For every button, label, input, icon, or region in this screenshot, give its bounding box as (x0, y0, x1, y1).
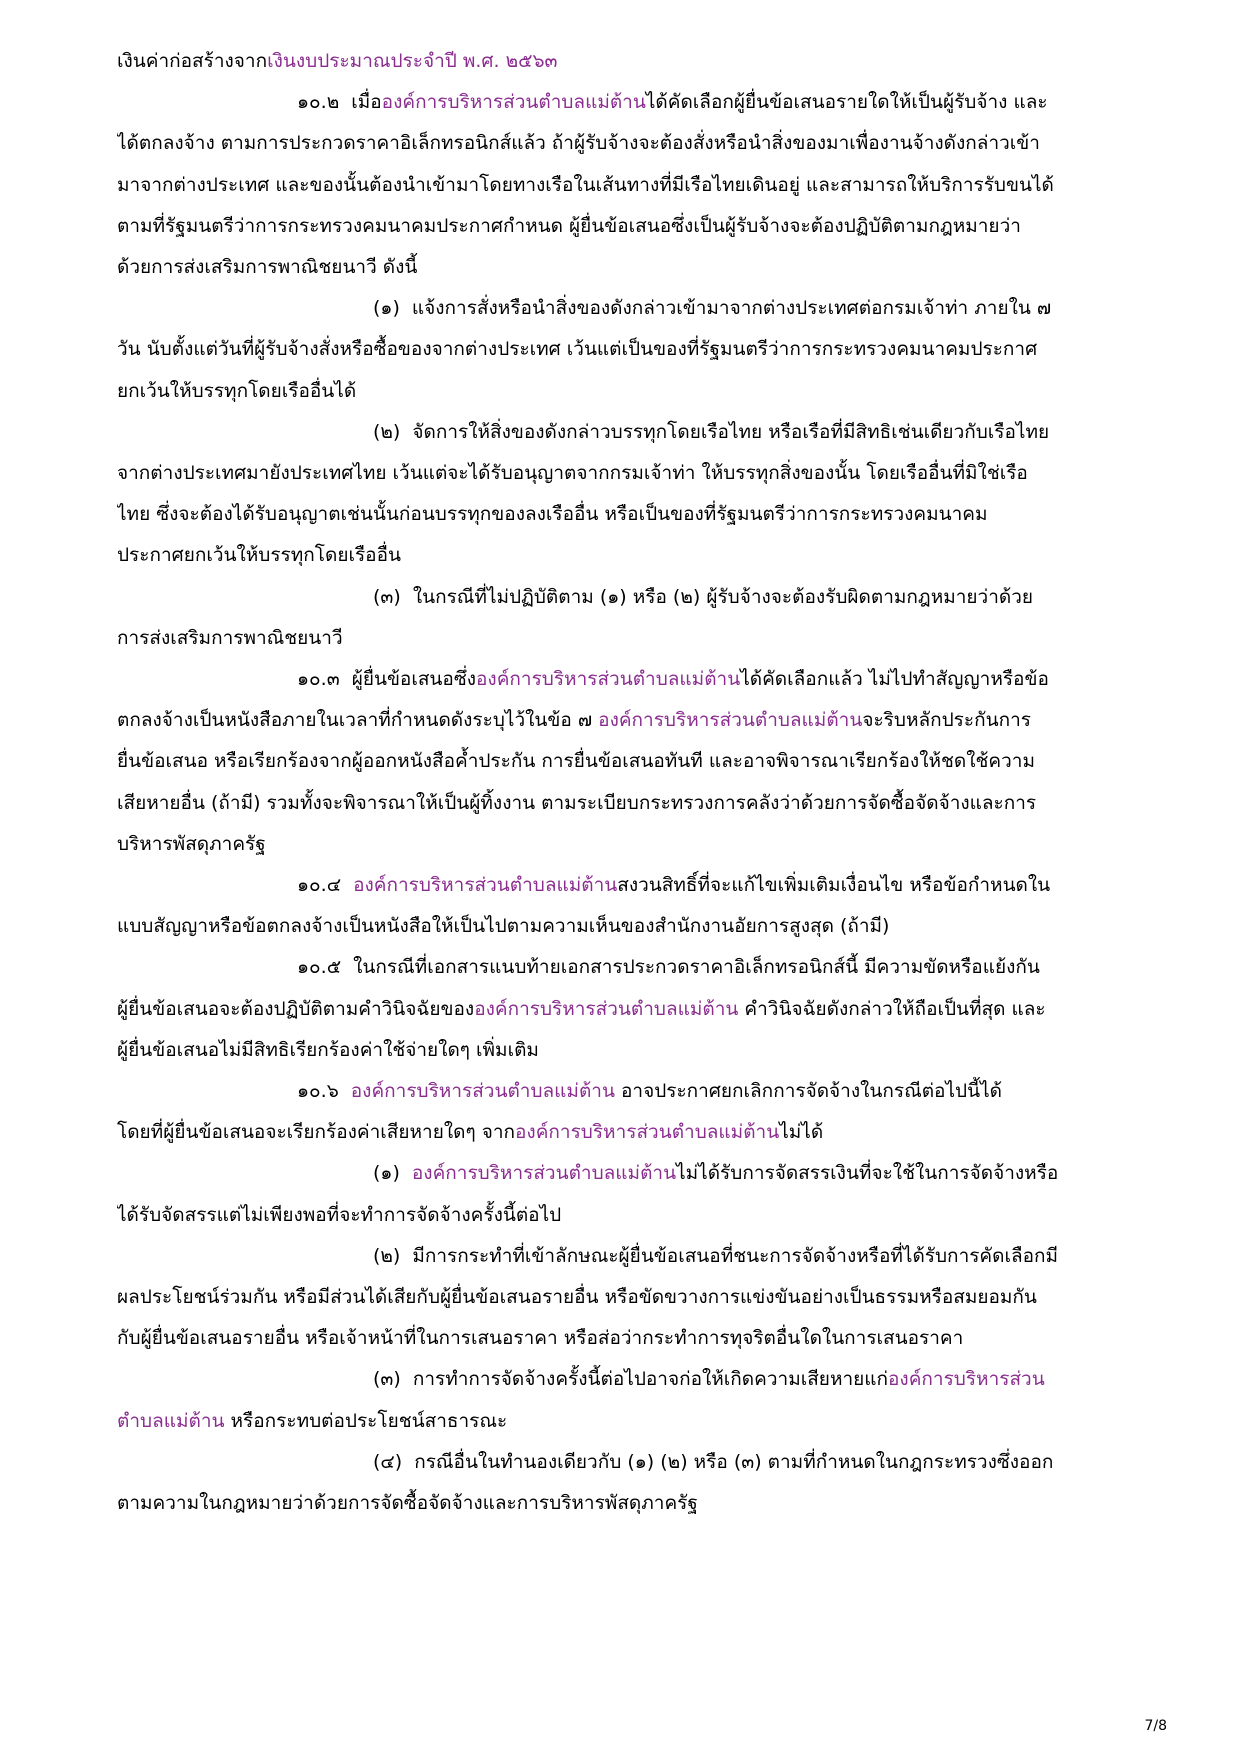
org-name-highlight: องค์การบริหารส่วนตำบลแม่ต้าน (353, 874, 618, 896)
text-line (117, 368, 1129, 414)
org-name-highlight: องค์การบริหารส่วนตำบลแม่ต้าน (381, 91, 646, 114)
text-segment: ได้คัดเลือกผู้ยื่นข้อเสนอรายใดให้เป็นผู้รับจ้าง และ (645, 91, 1048, 114)
text-line (117, 450, 1129, 496)
text-line (117, 903, 1129, 949)
clause-number: (๑) (373, 1162, 400, 1185)
text-segment: จัดการให้สิ่งของดังกล่าวบรรทุกโดยเรือไทย หรือเรือที่มีสิทธิเช่นเดียวกับเรือไทย (412, 420, 1050, 443)
clause-number: (๔) (373, 1450, 403, 1473)
text-line (117, 1192, 1129, 1238)
text-line (117, 120, 1129, 166)
text-segment: การทำการจัดจ้างครั้งนี้ต่อไปอาจก่อให้เกิดความเสียหายแก่ (412, 1368, 889, 1391)
clause-number: (๓) (373, 585, 401, 608)
org-name-highlight: องค์การบริหารส่วนตำบลแม่ต้าน (598, 709, 863, 732)
text-line (117, 821, 1129, 867)
text-line (117, 1439, 1239, 1485)
org-name-highlight: องค์การบริหารส่วนตำบลแม่ต้าน (350, 1080, 615, 1102)
org-name-highlight: องค์การบริหารส่วนตำบลแม่ต้าน (474, 997, 739, 1020)
text-line (117, 162, 1129, 208)
text-line (117, 862, 1239, 908)
text-line (117, 285, 1239, 331)
text-segment: ได้ตกลงจ้าง ตามการประกวดราคาอิเล็กทรอนิกส์แล้ว ถ้าผู้รับจ้างจะต้องสั่งหรือนำสิ่งของมาเพื่องานจ้างดังกล่าวเข้า (117, 132, 1040, 155)
org-name-highlight: องค์การบริหารส่วนตำบลแม่ต้าน (515, 1121, 780, 1144)
org-name-highlight: องค์การบริหารส่วน (888, 1368, 1045, 1391)
text-segment: ประกาศยกเว้นให้บรรทุกโดยเรืออื่น (117, 544, 401, 567)
clause-number: (๓) (373, 1368, 401, 1391)
text-segment: ผู้ยื่นข้อเสนอซึ่ง (351, 668, 477, 690)
text-segment: ตามที่รัฐมนตรีว่าการกระทรวงคมนาคมประกาศกำหนด ผู้ยื่นข้อเสนอซึ่งเป็นผู้รับจ้างจะต้องปฏิบัติตามกฎหมายว่า (117, 214, 1021, 237)
org-name-highlight: ตำบลแม่ต้าน (117, 1409, 225, 1432)
text-line (117, 1068, 1239, 1114)
text-line (117, 1027, 1129, 1073)
text-line (117, 656, 1239, 702)
clause-number: ๑๐.๕ (297, 956, 342, 979)
text-line (117, 1274, 1129, 1320)
text-segment: ได้คัดเลือกแล้ว ไม่ไปทำสัญญาหรือข้อ (740, 668, 1049, 690)
clause-number: ๑๐.๖ (297, 1080, 339, 1102)
text-segment: ยกเว้นให้บรรทุกโดยเรืออื่นได้ (117, 379, 357, 402)
text-segment: คำวินิจฉัยดังกล่าวให้ถือเป็นที่สุด และ (738, 997, 1046, 1020)
text-line (117, 244, 1129, 290)
text-segment: อาจประกาศยกเลิกการจัดจ้างในกรณีต่อไปนี้ได้ (614, 1080, 1002, 1102)
text-segment: ในกรณีที่ไม่ปฏิบัติตาม (๑) หรือ (๒) ผู้รับจ้างจะต้องรับผิดตามกฎหมายว่าด้วย (412, 585, 1034, 608)
text-segment: ไม่ได้ (779, 1121, 824, 1144)
text-segment: โดยที่ผู้ยื่นข้อเสนอจะเรียกร้องค่าเสียหายใดๆ จาก (117, 1121, 516, 1144)
text-line (117, 574, 1239, 620)
text-segment: มาจากต่างประเทศ และของนั้นต้องนำเข้ามาโดยทางเรือในเส้นทางที่มีเรือไทยเดินอยู่ และสามารถให้บริการรับขนได้ (117, 173, 1054, 196)
text-line (117, 1150, 1239, 1196)
clause-number: ๑๐.๔ (297, 874, 342, 896)
text-line (117, 79, 1239, 125)
text-line (117, 1109, 1129, 1155)
text-line (117, 491, 1129, 537)
text-line (117, 615, 1129, 661)
text-line (117, 203, 1129, 249)
text-line (117, 38, 1129, 84)
text-segment: แบบสัญญาหรือข้อตกลงจ้างเป็นหนังสือให้เป็นไปตามความเห็นของสำนักงานอัยการสูงสุด (ถ้ามี) (117, 915, 890, 938)
page-number: 7/8 (1144, 1718, 1167, 1734)
text-line (117, 944, 1239, 990)
clause-number: (๑) (373, 297, 400, 320)
text-segment: ไทย ซึ่งจะต้องได้รับอนุญาตเช่นนั้นก่อนบรรทุกของลงเรืออื่น หรือเป็นของที่รัฐมนตรีว่าการกระทรวงคมนาคม (117, 503, 988, 526)
text-line (117, 326, 1129, 372)
text-segment: ผู้ยื่นข้อเสนอจะต้องปฏิบัติตามคำวินิจฉัยของ (117, 997, 475, 1020)
text-segment: ได้รับจัดสรรแต่ไม่เพียงพอที่จะทำการจัดจ้างครั้งนี้ต่อไป (117, 1203, 562, 1226)
text-line (117, 986, 1129, 1032)
text-segment: หรือกระทบต่อประโยชน์สาธารณะ (224, 1409, 508, 1432)
clause-number: (๒) (373, 420, 401, 443)
clause-number: (๒) (373, 1244, 401, 1267)
text-line (117, 532, 1129, 578)
text-segment: วัน นับตั้งแต่วันที่ผู้รับจ้างสั่งหรือซื้อของจากต่างประเทศ เว้นแต่เป็นของที่รัฐมนตรีว่าการกระทรวงคมนาคมประกาศ (117, 338, 1038, 361)
text-line (117, 1233, 1239, 1279)
text-segment: สงวนสิทธิ์ที่จะแก้ไขเพิ่มเติมเงื่อนไข หรือข้อกำหนดใน (617, 874, 1051, 896)
text-line (117, 409, 1239, 455)
text-segment: มีการกระทำที่เข้าลักษณะผู้ยื่นข้อเสนอที่ชนะการจัดจ้างหรือที่ได้รับการคัดเลือกมี (412, 1244, 1059, 1267)
text-line (117, 1398, 1129, 1444)
text-segment: เมื่อ (351, 91, 382, 114)
text-segment: ยื่นข้อเสนอ หรือเรียกร้องจากผู้ออกหนังสือค้ำประกัน การยื่นข้อเสนอทันที และอาจพิจารณาเรียกร้องให้ชดใช้ความ (117, 750, 1035, 773)
org-name-highlight: เงินงบประมาณประจำปี พ.ศ. ๒๕๖๓ (267, 50, 558, 72)
text-segment: แจ้งการสั่งหรือนำสิ่งของดังกล่าวเข้ามาจากต่างประเทศต่อกรมเจ้าท่า ภายใน ๗ (411, 297, 1052, 320)
text-segment: กรณีอื่นในทำนองเดียวกับ (๑) (๒) หรือ (๓) ตามที่กำหนดในกฎกระทรวงซึ่งออก (414, 1450, 1054, 1473)
org-name-highlight: องค์การบริหารส่วนตำบลแม่ต้าน (476, 668, 741, 690)
text-line (117, 738, 1129, 784)
text-segment: เงินค่าก่อสร้างจาก (117, 50, 268, 72)
clause-number: ๑๐.๒ (297, 91, 340, 114)
text-segment: จากต่างประเทศมายังประเทศไทย เว้นแต่จะได้รับอนุญาตจากกรมเจ้าท่า ให้บรรทุกสิ่งของนั้น โดยเรืออื่นที่มิใช่เรือ (117, 462, 1028, 484)
text-segment: ตกลงจ้างเป็นหนังสือภายในเวลาที่กำหนดดังระบุไว้ในข้อ ๗ (117, 709, 599, 732)
text-line (117, 1356, 1239, 1402)
text-segment: กับผู้ยื่นข้อเสนอรายอื่น หรือเจ้าหน้าที่ในการเสนอราคา หรือส่อว่ากระทำการทุจริตอื่นใดในการเสนอราคา (117, 1327, 964, 1350)
text-segment: ในกรณีที่เอกสารแนบท้ายเอกสารประกวดราคาอิเล็กทรอนิกส์นี้ มีความขัดหรือแย้งกัน (353, 956, 1040, 979)
text-segment: ไม่ได้รับการจัดสรรเงินที่จะใช้ในการจัดจ้างหรือ (676, 1162, 1059, 1185)
text-line (117, 1480, 1129, 1526)
text-segment: บริหารพัสดุภาครัฐ (117, 832, 266, 855)
text-segment: เสียหายอื่น (ถ้ามี) รวมทั้งจะพิจารณาให้เป็นผู้ทิ้งงาน ตามระเบียบกระทรวงการคลังว่าด้วยการจัดซื้อจัดจ้างและการ (117, 791, 1037, 814)
clause-number: ๑๐.๓ (297, 668, 340, 690)
text-segment: จะริบหลักประกันการ (862, 709, 1031, 732)
text-segment: ด้วยการส่งเสริมการพาณิชยนาวี ดังนี้ (117, 256, 418, 278)
text-segment: การส่งเสริมการพาณิชยนาวี (117, 626, 343, 649)
text-segment: ตามความในกฎหมายว่าด้วยการจัดซื้อจัดจ้างและการบริหารพัสดุภาครัฐ (117, 1492, 698, 1514)
text-line (117, 697, 1129, 743)
org-name-highlight: องค์การบริหารส่วนตำบลแม่ต้าน (411, 1162, 677, 1185)
text-segment: ผลประโยชน์ร่วมกัน หรือมีส่วนได้เสียกับผู้ยื่นข้อเสนอรายอื่น หรือขัดขวางการแข่งขันอย่างเป็นธรรมหรือสมยอมกัน (117, 1286, 1037, 1308)
text-line (117, 1315, 1129, 1361)
text-line (117, 780, 1129, 826)
text-segment: ผู้ยื่นข้อเสนอไม่มีสิทธิเรียกร้องค่าใช้จ่ายใดๆ เพิ่มเติม (117, 1038, 539, 1061)
